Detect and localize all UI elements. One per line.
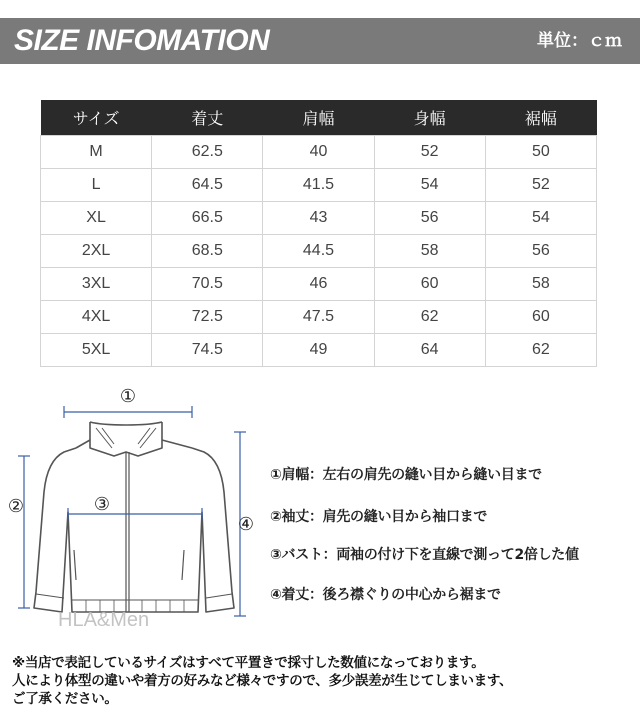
cell-length: 74.5	[152, 334, 263, 367]
cell-chest: 64	[374, 334, 485, 367]
measurement-guides	[18, 406, 246, 616]
size-row	[41, 268, 597, 301]
cell-shoulder: 43	[263, 202, 374, 235]
cell-hem: 60	[485, 301, 596, 334]
header-size: サイズ	[41, 100, 152, 136]
cell-hem: 58	[485, 268, 596, 301]
cell-length: 68.5	[152, 235, 263, 268]
header-chest: 身幅	[374, 100, 485, 136]
cell-size: 5XL	[41, 334, 152, 367]
cell-hem: 56	[485, 235, 596, 268]
footer-line-3: ご了承ください。	[12, 691, 118, 707]
size-row	[41, 301, 597, 334]
footer-line-1: ※当店で表記しているサイズはすべて平置きで採寸した数値になっております。	[12, 655, 485, 671]
cell-shoulder: 40	[263, 136, 374, 169]
size-table	[40, 100, 597, 367]
cell-size: 3XL	[41, 268, 152, 301]
cell-hem: 52	[485, 169, 596, 202]
size-table-body	[41, 136, 597, 367]
note-length: ④着丈：後ろ襟ぐりの中心から裾まで	[270, 587, 501, 603]
header-length: 着丈	[152, 100, 263, 136]
cell-hem: 62	[485, 334, 596, 367]
cell-length: 70.5	[152, 268, 263, 301]
cell-chest: 58	[374, 235, 485, 268]
cell-chest: 56	[374, 202, 485, 235]
cell-chest: 54	[374, 169, 485, 202]
watermark: HLA&Men	[58, 609, 150, 631]
cell-size: 4XL	[41, 301, 152, 334]
size-row	[41, 136, 597, 169]
size-row	[41, 202, 597, 235]
banner-title: SIZE INFOMATION	[14, 24, 270, 57]
cell-chest: 52	[374, 136, 485, 169]
header-shoulder: 肩幅	[263, 100, 374, 136]
cell-chest: 60	[374, 268, 485, 301]
cell-length: 72.5	[152, 301, 263, 334]
size-row	[41, 235, 597, 268]
unit-label: 単位：ｃｍ	[537, 31, 622, 51]
note-bust: ③バスト：両袖の付け下を直線で測って2倍した値	[270, 547, 579, 563]
footer-disclaimer	[12, 654, 632, 708]
cell-chest: 62	[374, 301, 485, 334]
size-row	[41, 169, 597, 202]
marker-4: ④	[237, 514, 255, 535]
cell-shoulder: 44.5	[263, 235, 374, 268]
jacket-outline	[34, 422, 234, 612]
cell-shoulder: 41.5	[263, 169, 374, 202]
size-row	[41, 334, 597, 367]
cell-shoulder: 46	[263, 268, 374, 301]
jacket-diagram	[6, 382, 268, 644]
cell-length: 64.5	[152, 169, 263, 202]
cell-shoulder: 49	[263, 334, 374, 367]
cell-shoulder: 47.5	[263, 301, 374, 334]
marker-3: ③	[93, 494, 111, 515]
cell-size: L	[41, 169, 152, 202]
cell-hem: 54	[485, 202, 596, 235]
cell-length: 62.5	[152, 136, 263, 169]
cell-size: M	[41, 136, 152, 169]
footer-line-2: 人により体型の違いや着方の好みなど様々ですので、多少誤差が生じてしまいます、	[12, 673, 513, 689]
size-table-header-row	[41, 100, 597, 136]
note-shoulder: ①肩幅：左右の肩先の縫い目から縫い目まで	[270, 467, 542, 483]
note-sleeve: ②袖丈：肩先の縫い目から袖口まで	[270, 509, 488, 525]
cell-length: 66.5	[152, 202, 263, 235]
header-hem: 裾幅	[485, 100, 596, 136]
marker-1: ①	[119, 386, 137, 407]
marker-2: ②	[7, 496, 25, 517]
cell-hem: 50	[485, 136, 596, 169]
cell-size: 2XL	[41, 235, 152, 268]
size-info-banner	[0, 18, 640, 64]
cell-size: XL	[41, 202, 152, 235]
